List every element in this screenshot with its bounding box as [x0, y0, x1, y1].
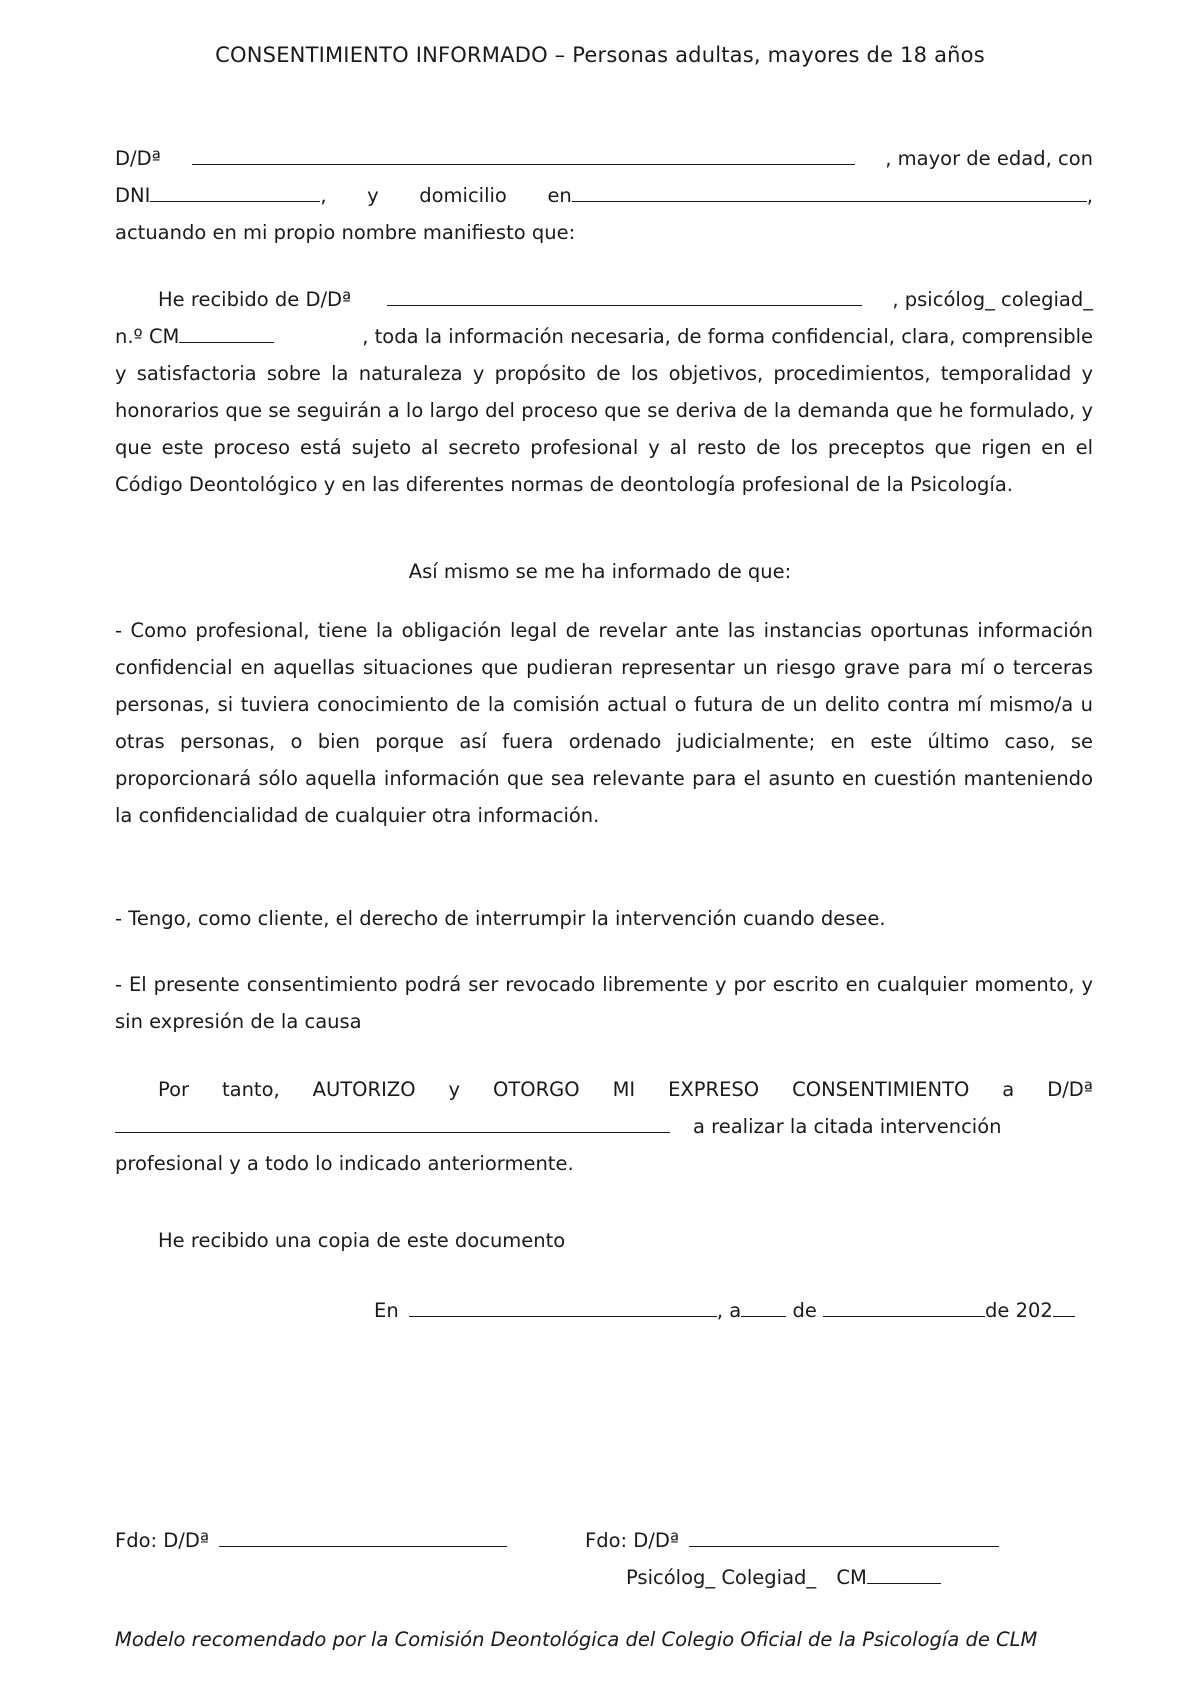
- name-blank[interactable]: [192, 144, 855, 165]
- intro-block: [115, 140, 1093, 251]
- footer-note: Modelo recomendado por la Comisión Deontológica del Colegio Oficial de la Psicología de CLM: [115, 1628, 1038, 1651]
- psychologist-credentials: Psicólog_ Colegiad_ CM: [626, 1563, 941, 1589]
- psychologist-signature-blank[interactable]: [689, 1526, 999, 1547]
- authorized-person-blank[interactable]: [115, 1112, 670, 1133]
- para-received-info: He recibido de D/Dª , psicólog_ colegiad_ n.º CM , toda la información necesaria, de forma confidencial, clara, comprensible y satisfactoria sobre la naturaleza y propósito de los objetivos, procedimientos, temporalidad y honorarios que se seguirán a lo largo del proceso que se deriva de la demanda que he formulado, y que este proceso está sujeto al secreto profesional y al resto de los preceptos que rigen en el Código Deontológico y en las diferentes normas de deontología profesional de la Psicología.: [115, 281, 1093, 503]
- document-title: CONSENTIMIENTO INFORMADO – Personas adultas, mayores de 18 años: [215, 43, 985, 67]
- bullet-revoke: - El presente consentimiento podrá ser revocado libremente y por escrito en cualquier momento, y sin expresión de la causa: [115, 973, 1093, 1033]
- en-word: en: [547, 184, 572, 207]
- para-received-info-rest: y satisfactoria sobre la naturaleza y propósito de los objetivos, procedimientos, temporalidad y honorarios que se seguirán a lo largo del proceso que se deriva de la demanda que he formulado, y que este proceso está sujeto al secreto profesional y al resto de los preceptos que rigen en el Código Deontológico y en las diferentes normas de deontología profesional de la Psicología.: [115, 362, 1093, 496]
- place-date-line: En , a de de 202: [374, 1296, 1075, 1322]
- domicilio-word: domicilio: [419, 184, 507, 207]
- dni-blank[interactable]: [150, 181, 320, 202]
- address-blank[interactable]: [572, 181, 1087, 202]
- psychologist-name-blank[interactable]: [387, 285, 862, 306]
- y-word: y: [367, 184, 379, 207]
- year-blank[interactable]: [1053, 1296, 1075, 1317]
- psychologist-signature-line: Fdo: D/Dª: [585, 1526, 999, 1552]
- client-signature-blank[interactable]: [219, 1526, 507, 1547]
- cm-number-blank[interactable]: [179, 322, 274, 343]
- informed-heading: Así mismo se me ha informado de que:: [408, 560, 792, 583]
- intro-age-text: , mayor de edad, con: [885, 147, 1093, 170]
- client-signature-line: Fdo: D/Dª: [115, 1526, 507, 1552]
- bullet-interrupt: - Tengo, como cliente, el derecho de interrumpir la intervención cuando desee.: [115, 907, 886, 930]
- intro-line-2: DNI , y domicilio en ,: [115, 177, 1093, 214]
- intro-name-label: D/Dª: [115, 147, 161, 170]
- authorization-block: Por tanto, AUTORIZO y OTORGO MI EXPRESO CONSENTIMIENTO a D/Dª a realizar la citada intervención profesional y a todo lo indicado anteriormente.: [115, 1078, 1093, 1175]
- psychologist-cm-blank[interactable]: [867, 1563, 941, 1584]
- intro-line-1: [115, 140, 1093, 177]
- place-blank[interactable]: [409, 1296, 717, 1317]
- copy-received: He recibido una copia de este documento: [158, 1229, 566, 1252]
- day-blank[interactable]: [741, 1296, 786, 1317]
- bullet-confidentiality: - Como profesional, tiene la obligación legal de revelar ante las instancias oportunas información confidencial en aquellas situaciones que pudieran representar un riesgo grave para mí o terceras personas, si tuviera conocimiento de la comisión actual o futura de un delito contra mí mismo/a u otras personas, o bien porque así fuera ordenado judicialmente; en este último caso, se proporcionará sólo aquella información que sea relevante para el asunto en cuestión manteniendo la confidencialidad de cualquier otra información.: [115, 619, 1093, 827]
- dni-label: DNI: [115, 184, 151, 207]
- month-blank[interactable]: [823, 1296, 985, 1317]
- intro-line-3: actuando en mi propio nombre manifiesto que:: [115, 221, 576, 244]
